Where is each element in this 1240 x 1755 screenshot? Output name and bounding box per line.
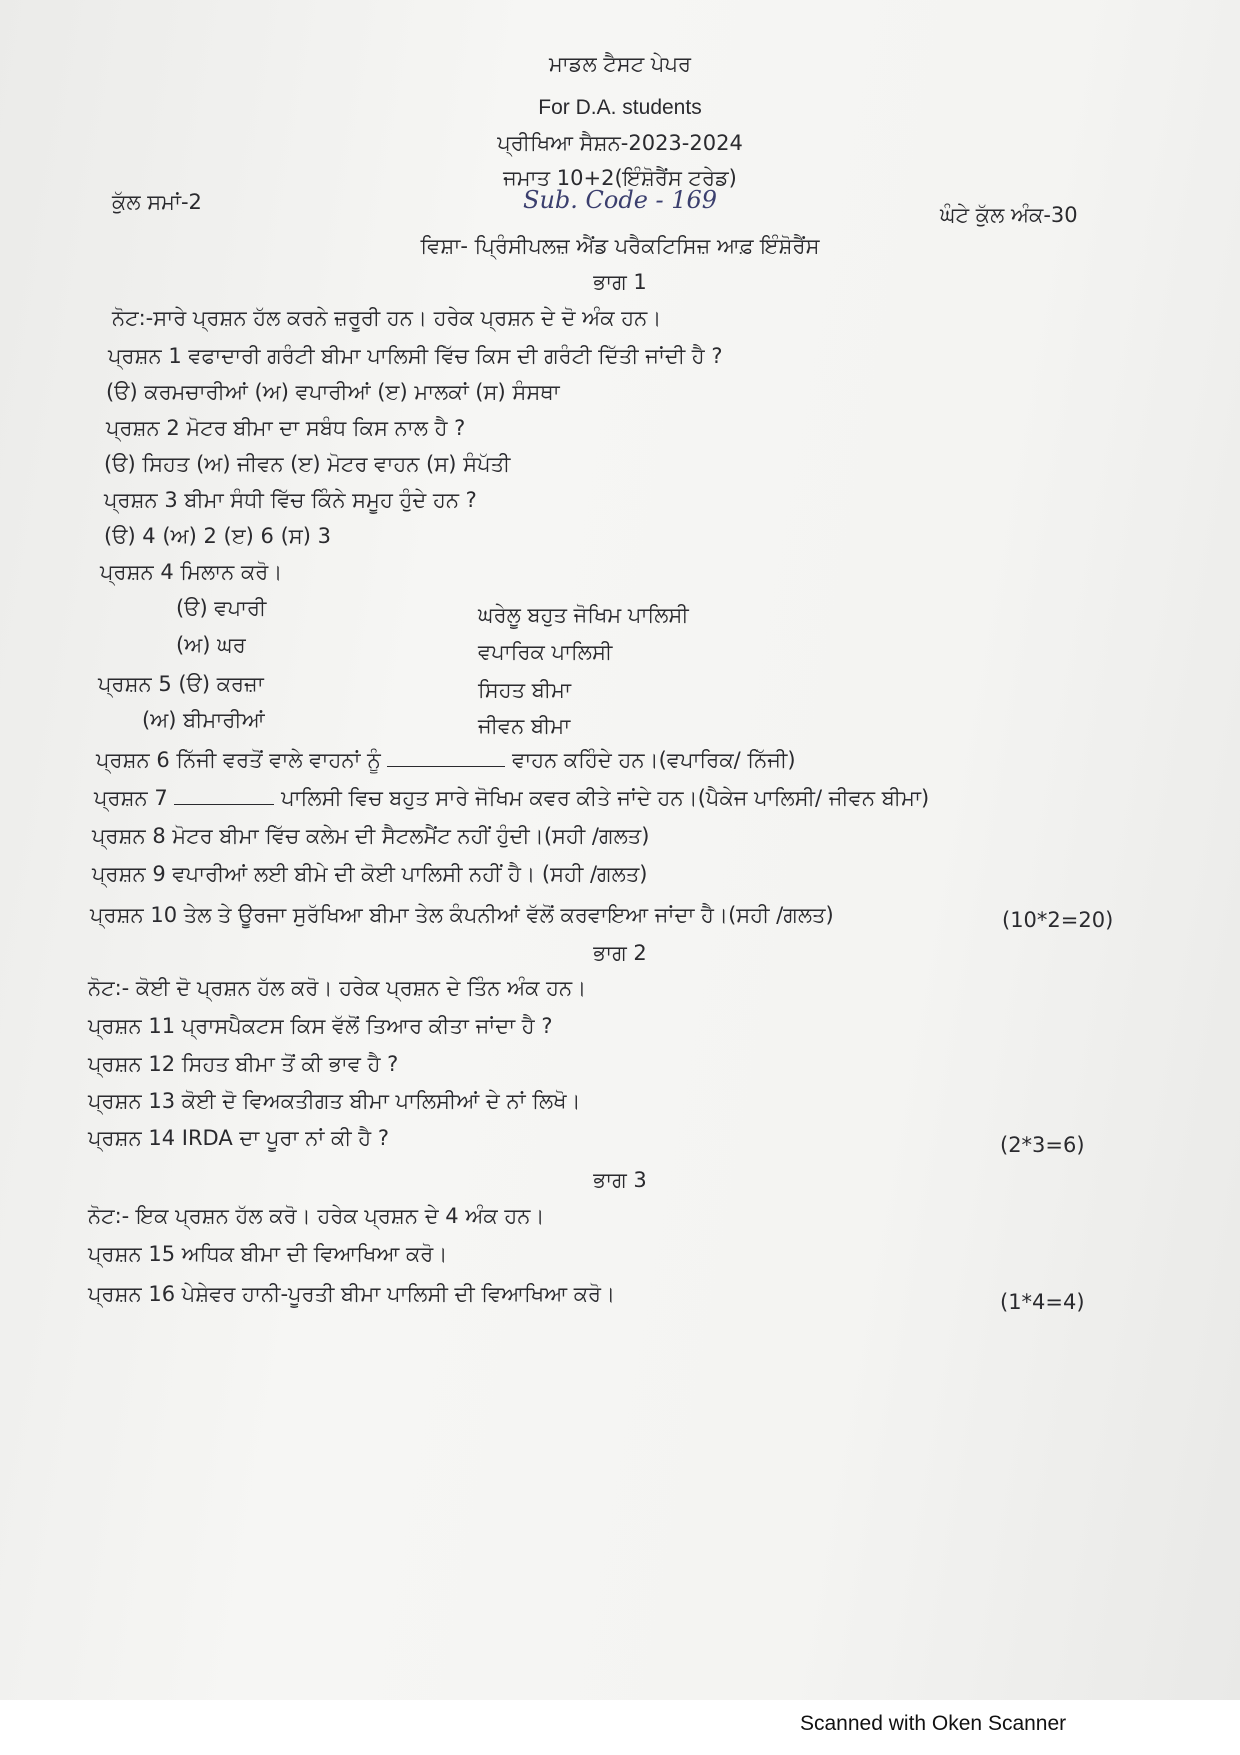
part3-heading: ਭਾਗ 3 [593, 1168, 647, 1192]
question-3-options: (ੳ) 4 (ਅ) 2 (ੲ) 6 (ਸ) 3 [104, 524, 331, 548]
question-6 [96, 750, 796, 771]
sub-code-handwritten: Sub. Code - 169 [523, 186, 718, 214]
question-3: ਪ੍ਰਸ਼ਨ 3 ਬੀਮਾ ਸੰਧੀ ਵਿੱਚ ਕਿੰਨੇ ਸਮੂਹ ਹੁੰਦੇ ਹਨ ? [104, 488, 477, 512]
question-10: ਪ੍ਰਸ਼ਨ 10 ਤੇਲ ਤੇ ਊਰਜਾ ਸੁਰੱਖਿਆ ਬੀਮਾ ਤੇਲ ਕੰਪਨੀਆਂ ਵੱਲੋਂ ਕਰਵਾਇਆ ਜਾਂਦਾ ਹੈ।(ਸਹੀ /ਗਲਤ) [90, 903, 834, 927]
question-13: ਪ੍ਰਸ਼ਨ 13 ਕੋਈ ਦੋ ਵਿਅਕਤੀਗਤ ਬੀਮਾ ਪਾਲਿਸੀਆਂ ਦੇ ਨਾਂ ਲਿਖੋ। [88, 1089, 581, 1113]
question-5a-left: ਪ੍ਰਸ਼ਨ 5 (ੳ) ਕਰਜ਼ਾ [98, 672, 264, 696]
part1-heading: ਭਾਗ 1 [593, 270, 647, 294]
question-1-options: (ੳ) ਕਰਮਚਾਰੀਆਂ (ਅ) ਵਪਾਰੀਆਂ (ੲ) ਮਾਲਕਾਂ (ਸ) ਸੰਸਥਾ [106, 380, 560, 404]
question-4: ਪ੍ਰਸ਼ਨ 4 ਮਿਲਾਨ ਕਰੋ। [100, 560, 283, 584]
question-4b-left: (ਅ) ਘਰ [176, 633, 246, 657]
question-5b-left: (ਅ) ਬੀਮਾਰੀਆਂ [142, 708, 265, 732]
question-4a-left: (ੳ) ਵਪਾਰੀ [176, 596, 267, 620]
part2-marks: (2*3=6) [1000, 1133, 1085, 1157]
part1-note: ਨੋਟ:-ਸਾਰੇ ਪ੍ਰਸ਼ਨ ਹੱਲ ਕਰਨੇ ਜ਼ਰੂਰੀ ਹਨ। ਹਰੇਕ ਪ੍ਰਸ਼ਨ ਦੇ ਦੋ ਅੰਕ ਹਨ। [112, 306, 662, 330]
question-11: ਪ੍ਰਸ਼ਨ 11 ਪ੍ਰਾਸਪੈਕਟਸ ਕਿਸ ਵੱਲੋਂ ਤਿਆਰ ਕੀਤਾ ਜਾਂਦਾ ਹੈ ? [88, 1014, 553, 1038]
question-2: ਪ੍ਰਸ਼ਨ 2 ਮੋਟਰ ਬੀਮਾ ਦਾ ਸਬੰਧ ਕਿਸ ਨਾਲ ਹੈ ? [106, 416, 466, 440]
question-5a-right: ਸਿਹਤ ਬੀਮਾ [478, 678, 572, 702]
answer-blank [387, 766, 505, 767]
exam-session: ਪ੍ਰੀਖਿਆ ਸੈਸ਼ਨ-2023-2024 [497, 131, 743, 155]
part2-heading: ਭਾਗ 2 [593, 941, 647, 965]
question-6-end: ਵਾਹਨ ਕਹਿੰਦੇ ਹਨ।(ਵਪਾਰਿਕ/ ਨਿੱਜੀ) [505, 748, 796, 772]
question-5b-right: ਜੀਵਨ ਬੀਮਾ [478, 714, 571, 738]
total-marks: ਘੰਟੇ ਕੁੱਲ ਅੰਕ-30 [940, 203, 1078, 227]
answer-blank [174, 804, 274, 805]
question-8: ਪ੍ਰਸ਼ਨ 8 ਮੋਟਰ ਬੀਮਾ ਵਿੱਚ ਕਲੇਮ ਦੀ ਸੈਟਲਮੈਂਟ ਨਹੀਂ ਹੁੰਦੀ।(ਸਹੀ /ਗਲਤ) [92, 824, 650, 848]
part3-marks: (1*4=4) [1000, 1290, 1085, 1314]
question-7 [94, 788, 929, 809]
question-16: ਪ੍ਰਸ਼ਨ 16 ਪੇਸ਼ੇਵਰ ਹਾਨੀ-ਪੂਰਤੀ ਬੀਮਾ ਪਾਲਿਸੀ ਦੀ ਵਿਆਖਿਆ ਕਰੋ। [88, 1282, 616, 1306]
question-4b-right: ਵਪਾਰਿਕ ਪਾਲਿਸੀ [478, 640, 613, 664]
scanner-watermark: Scanned with Oken Scanner [800, 1712, 1067, 1735]
part3-note: ਨੋਟ:- ਇਕ ਪ੍ਰਸ਼ਨ ਹੱਲ ਕਰੋ। ਹਰੇਕ ਪ੍ਰਸ਼ਨ ਦੇ 4 ਅੰਕ ਹਨ। [88, 1204, 545, 1228]
question-6-start: ਪ੍ਰਸ਼ਨ 6 ਨਿੱਜੀ ਵਰਤੋਂ ਵਾਲੇ ਵਾਹਨਾਂ ਨੂੰ [96, 748, 388, 772]
question-12: ਪ੍ਰਸ਼ਨ 12 ਸਿਹਤ ਬੀਮਾ ਤੋਂ ਕੀ ਭਾਵ ਹੈ ? [88, 1052, 399, 1076]
subject: ਵਿਸ਼ਾ- ਪ੍ਰਿੰਸੀਪਲਜ਼ ਐਂਡ ਪਰੈਕਟਿਸਿਜ਼ ਆਫ਼ ਇੰਸ਼ੋਰੈਂਸ [420, 234, 820, 258]
class-info: ਜਮਾਤ 10+2(ਇੰਸ਼ੋਰੈਂਸ ਟਰੇਡ) [503, 166, 737, 190]
part1-marks: (10*2=20) [1002, 908, 1114, 932]
question-1: ਪ੍ਰਸ਼ਨ 1 ਵਫਾਦਾਰੀ ਗਰੰਟੀ ਬੀਮਾ ਪਾਲਿਸੀ ਵਿੱਚ ਕਿਸ ਦੀ ਗਰੰਟੀ ਦਿੱਤੀ ਜਾਂਦੀ ਹੈ ? [108, 344, 723, 368]
paper-title: ਮਾਡਲ ਟੈਸਟ ਪੇਪਰ [548, 52, 692, 76]
question-7-end: ਪਾਲਿਸੀ ਵਿਚ ਬਹੁਤ ਸਾਰੇ ਜੋਖਿਮ ਕਵਰ ਕੀਤੇ ਜਾਂਦੇ ਹਨ।(ਪੈਕੇਜ ਪਾਲਿਸੀ/ ਜੀਵਨ ਬੀਮਾ) [274, 786, 930, 810]
question-9: ਪ੍ਰਸ਼ਨ 9 ਵਪਾਰੀਆਂ ਲਈ ਬੀਮੇ ਦੀ ਕੋਈ ਪਾਲਿਸੀ ਨਹੀਂ ਹੈ। (ਸਹੀ /ਗਲਤ) [92, 862, 648, 886]
total-time: ਕੁੱਲ ਸਮਾਂ-2 [112, 190, 202, 214]
question-2-options: (ੳ) ਸਿਹਤ (ਅ) ਜੀਵਨ (ੲ) ਮੋਟਰ ਵਾਹਨ (ਸ) ਸੰਪੱਤੀ [104, 452, 511, 476]
question-7-start: ਪ੍ਰਸ਼ਨ 7 [94, 786, 175, 810]
question-4a-right: ਘਰੇਲੂ ਬਹੁਤ ਜੋਖਿਮ ਪਾਲਿਸੀ [478, 603, 689, 627]
question-14: ਪ੍ਰਸ਼ਨ 14 IRDA ਦਾ ਪੂਰਾ ਨਾਂ ਕੀ ਹੈ ? [88, 1126, 389, 1150]
question-15: ਪ੍ਰਸ਼ਨ 15 ਅਧਿਕ ਬੀਮਾ ਦੀ ਵਿਆਖਿਆ ਕਰੋ। [88, 1242, 448, 1266]
for-students: For D.A. students [538, 96, 702, 119]
part2-note: ਨੋਟ:- ਕੋਈ ਦੋ ਪ੍ਰਸ਼ਨ ਹੱਲ ਕਰੋ। ਹਰੇਕ ਪ੍ਰਸ਼ਨ ਦੇ ਤਿੰਨ ਅੰਕ ਹਨ। [88, 976, 587, 1000]
